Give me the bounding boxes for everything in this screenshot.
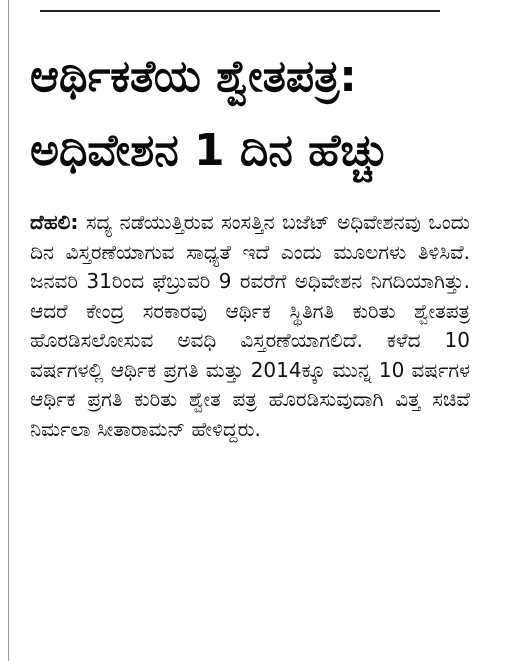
- article-body: [30, 208, 470, 444]
- column-divider-rule: [8, 0, 9, 661]
- headline-line-1: ಆರ್ಥಿಕತೆಯ ಶ್ವೇತಪತ್ರ:: [30, 51, 357, 102]
- article-body-text: ಸದ್ಯ ನಡೆಯುತ್ತಿರುವ ಸಂಸತ್ತಿನ ಬಜೆಟ್ ಅಧಿವೇಶನವು ಒಂದು ದಿನ ವಿಸ್ತರಣೆಯಾಗುವ ಸಾಧ್ಯತೆ ಇದೆ ಎಂದು ಮೂಲಗಳು ತಿಳಿಸಿವೆ. ಜನವರಿ 31ರಿಂದ ಫೆಬ್ರುವರಿ 9 ರವರೆಗೆ ಅಧಿವೇಶನ ನಿಗದಿಯಾಗಿತ್ತು. ಆದರೆ ಕೇಂದ್ರ ಸರಕಾರವು ಆರ್ಥಿಕ ಸ್ಥಿತಿಗತಿ ಕುರಿತು ಶ್ವೇತಪತ್ರ ಹೊರಡಿಸಲೋಸುವ ಅವಧಿ ವಿಸ್ತರಣೆಯಾಗಲಿದೆ. ಕಳೆದ 10 ವರ್ಷಗಳಲ್ಲಿ ಆರ್ಥಿಕ ಪ್ರಗತಿ ಮತ್ತು 2014ಕ್ಕೂ ಮುನ್ನ 10 ವರ್ಷಗಳ ಆರ್ಥಿಕ ಪ್ರಗತಿ ಕುರಿತು ಶ್ವೇತ ಪತ್ರ ಹೊರಡಿಸುವುದಾಗಿ ವಿತ್ತ ಸಚಿವೆ ನಿರ್ಮಲಾ ಸೀತಾರಾಮನ್ ಹೇಳಿದ್ದರು.: [30, 210, 470, 441]
- headline: [30, 40, 470, 188]
- top-rule: [40, 10, 440, 12]
- news-article: [30, 40, 470, 464]
- dateline: ದೆಹಲಿ:: [30, 210, 79, 234]
- headline-line-2: ಅಧಿವೇಶನ 1 ದಿನ ಹೆಚ್ಚು: [30, 125, 389, 176]
